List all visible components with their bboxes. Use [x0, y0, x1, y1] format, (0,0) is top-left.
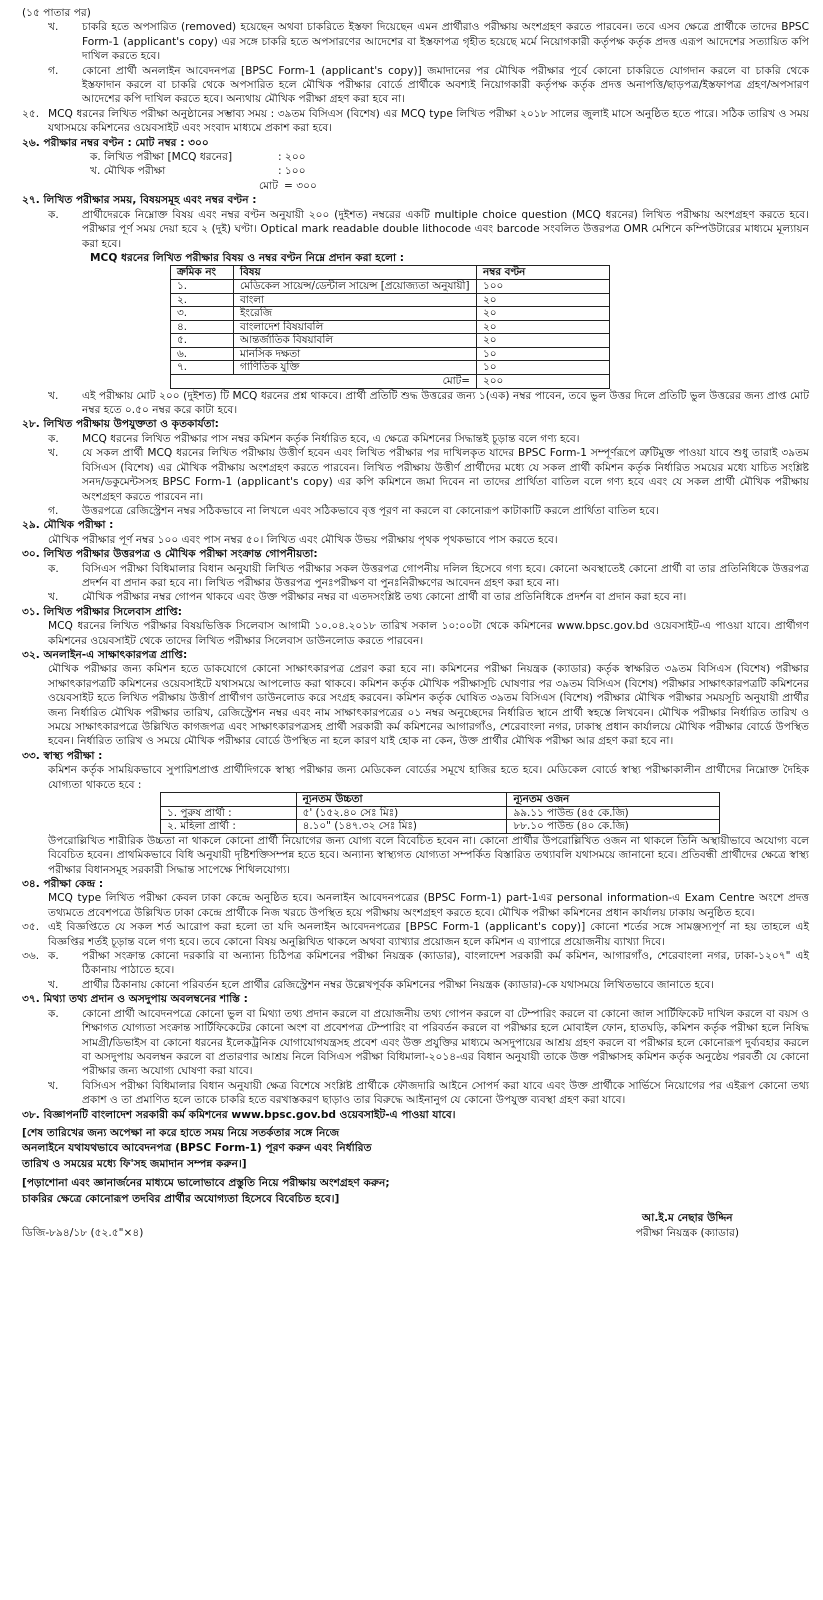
clause	[22, 1007, 809, 1079]
table-cell: আন্তর্জাতিক বিষয়াবলি	[234, 334, 477, 348]
signatory-name: আ.ই.ম নেছার উদ্দিন	[642, 1212, 733, 1225]
section-30-items	[22, 562, 809, 605]
table-row: ২. মহিলা প্রার্থী : ৪.১০" (১৪৭.৩২ সেঃ মিঃ) ৮৮.১০ পাউন্ড (৪০ কে.জি)	[161, 820, 720, 834]
clause-label: ক.	[48, 1007, 59, 1020]
section-33-text: কমিশন কর্তৃক সাময়িকভাবে সুপারিশপ্রাপ্ত প্রার্থীদিগকে স্বাস্থ্য পরীক্ষার জন্য মেডিকেল বোর্ডের সমূখে হাজির হতে হবে। মেডিকেল বোর্ডে স্বাস্থ্য পরীক্ষাকালীন প্রার্থীদের নিম্নোক্ত দৈহিক যোগ্যতা থাকতে হবে :	[48, 764, 809, 791]
table-row	[171, 307, 610, 321]
section-26-heading: ২৬. পরীক্ষার নম্বর বণ্টন : মোট নম্বর : ৩০০	[22, 136, 209, 149]
table-cell: ২.	[171, 293, 234, 307]
marks-row: ক. লিখিত পরীক্ষা [MCQ ধরনের] : ২০০	[90, 151, 306, 164]
signatory-title: পরীক্ষা নিয়ন্ত্রক (ক্যাডার)	[635, 1226, 739, 1239]
mcq-table-title: MCQ ধরনের লিখিত পরীক্ষার বিষয় ও নম্বর বণ্টন নিম্নে প্রদান করা হলো :	[90, 251, 405, 264]
table-cell: ২০	[477, 320, 610, 334]
table-row	[171, 279, 610, 293]
clause-text: চাকরি হতে অপসারিত (removed) হয়েছেন অথবা চাকরিতে ইস্তফা দিয়েছেন এমন প্রার্থীরাও পরীক্ষায় অংশগ্রহণ করতে পারবেন। তবে এসব ক্ষেত্রে প্রার্থীকে তাদের BPSC Form-1 (applicant's copy) এর সঙ্গে চাকরি হতে অপসারণের আদেশের বা ইস্তফাপত্র গৃহীত হয়েছে মর্মে নিয়োগকারী কর্তৃপক্ষ কর্তৃক প্রদত্ত এরূপ আদেশের সত্যায়িত কপি দাখিল করতে হবে।	[82, 21, 809, 63]
table-cell: মানসিক দক্ষতা	[234, 347, 477, 361]
section-25	[22, 107, 809, 136]
clause-label: খ.	[48, 447, 59, 460]
clause-text: যে সকল প্রার্থী MCQ ধরনের লিখিত পরীক্ষায় উত্তীর্ণ হবেন এবং লিখিত পরীক্ষার পর দাখিলকৃত যাদের BPSC Form-1 সম্পূর্ণরূপে ত্রুটিমুক্ত পাওয়া যাবে শুধু তারাই ৩৯তম বিসিএস (বিশেষ) এর মৌখিক পরীক্ষায় অংশগ্রহণ করতে পারবেন। লিখিত পরীক্ষায় উত্তীর্ণ প্রার্থীদের মধ্যে যে সকল প্রার্থী কমিশন কর্তৃক নির্ধারিত সময়ের মধ্যে যাচিত সংশ্লিষ্ট সনদ/ডকুমেন্টসসহ BPSC Form-1 (applicant's copy) এর কপি কমিশনে জমা দিবেন না তাদের প্রার্থিতা বাতিল বলে গণ্য হবে এবং যে সকল প্রার্থী মৌখিক পরীক্ষায় অংশগ্রহণ করতে পারবেন না।	[82, 447, 809, 503]
clause	[22, 446, 809, 504]
clause	[22, 562, 809, 591]
section-38: ৩৮. বিজ্ঞাপনটি বাংলাদেশ সরকারী কর্ম কমিশনের www.bpsc.gov.bd ওয়েবসাইট-এ পাওয়া যাবে।	[22, 1108, 456, 1121]
clause-text: MCQ ধরনের লিখিত পরীক্ষার পাস নম্বর কমিশন কর্তৃক নির্ধারিত হবে, এ ক্ষেত্রে কমিশনের সিদ্ধান্তই চূড়ান্ত বলে গণ্য হবে।	[82, 432, 580, 445]
clause	[22, 590, 809, 604]
clause-kha-27: খ. এই পরীক্ষায় মোট ২০০ (দুইশত) টি MCQ ধরনের প্রশ্ন থাকবে। প্রার্থী প্রতিটি শুদ্ধ উত্তরের জন্য ১(এক) নম্বর পাবেন, তবে ভুল উত্তর দিলে প্রতিটি ভুল উত্তরের জন্য প্রাপ্ত মোট নম্বর হতে ০.৫০ নম্বর করে কাটা হবে।	[48, 389, 809, 417]
section-32-heading: ৩২. অনলাইন-এ সাক্ষাৎকারপত্র প্রাপ্তি:	[22, 648, 188, 661]
table-cell: বাংলা	[234, 293, 477, 307]
table-cell: ৫.	[171, 334, 234, 348]
table-cell: মেডিকেল সায়েন্স/ডেন্টাল সায়েন্স [প্রয়োজ্যতা অনুযায়ী]	[234, 279, 477, 293]
section-34-text: MCQ type লিখিত পরীক্ষা কেবল ঢাকা কেন্দ্রে অনুষ্ঠিত হবে। অনলাইন আবেদনপত্রের (BPSC Form-1) part-1এর personal information-এ Exam Centre অংশে প্রদত্ত তথ্যমতে প্রবেশপত্রে উল্লিখিত ঢাকা কেন্দ্রে প্রার্থীকে নিজ খরচে উপস্থিত হয়ে পরীক্ষায় অংশগ্রহণ করতে হবে। মৌখিক পরীক্ষা কমিশনের প্রধান কার্যালয় ঢাকায় অনুষ্ঠিত হবে।	[48, 892, 809, 919]
signature-block	[22, 1211, 809, 1240]
table-row	[171, 361, 610, 375]
preparation-note: [পড়াশোনা এবং জ্ঞানার্জনের মাধ্যমে ভালোভাবে প্রস্তুতি নিয়ে পরীক্ষায় অংশগ্রহণ করুন; চাকরির ক্ষেত্রে কোনোরূপ তদবির প্রার্থীর অযোগ্যতা হিসেবে বিবেচিত হবে।]	[22, 1177, 390, 1205]
table-cell: ১০	[477, 347, 610, 361]
table-cell: ১০	[477, 361, 610, 375]
clause-label: ক.	[48, 432, 59, 445]
table-cell: ১.	[171, 279, 234, 293]
clause-text: উত্তরপত্রে রেজিস্ট্রেশন নম্বর সঠিকভাবে না লিখলে এবং সঠিকভাবে বৃত্ত পূরণ না করলে বা কোনোরূপ কাটাকাটি করলে প্রার্থিতা বাতিল হবে।	[82, 504, 660, 517]
clause	[22, 504, 809, 518]
section-text: MCQ ধরনের লিখিত পরীক্ষা অনুষ্ঠানের সম্ভাব্য সময় : ৩৯তম বিসিএস (বিশেষ) এর MCQ type লিখিত পরীক্ষা ২০১৮ সালের জুলাই মাসে অনুষ্ঠিত হতে পারে। সঠিক তারিখ ও সময় যথাসময়ে কমিশনের ওয়েবসাইট এবং সংবাদ মাধ্যমে প্রকাশ করা হবে।	[48, 107, 809, 135]
clause-label: ক.	[48, 562, 59, 575]
table-cell: ইংরেজি	[234, 307, 477, 321]
clause-text: কোনো প্রার্থী আবেদনপত্রে কোনো ভুল বা মিথ্যা তথ্য প্রদান করলে বা প্রয়োজনীয় তথ্য গোপন করলে বা টেম্পারিং করলে বা কোনো জাল সার্টিফিকেট দাখিল করলে বা বয়স ও শিক্ষাগত যোগ্যতা সংক্রান্ত সার্টিফিকেটের কোনো অংশ বা প্রবেশপত্র টেম্পারিং বা পরিবর্তন করলে বা পরীক্ষার হলে মোবাইল ফোন, হাতঘড়ি, কমিশন কর্তৃক পরীক্ষা হলে নিষিদ্ধ সামগ্রী/ডিভাইস বা কোনো ধরনের ইলেকট্রনিক যোগাযোগযন্ত্রসহ প্রবেশ এবং উক্ত প্রযুক্তির মাধ্যমে অসদুপায়ের আশ্রয় গ্রহণ করলে বা পরীক্ষার হলে কোনোরূপ দুর্ব্যবহার করলে বা অসদুপায় অবলম্বন করলে বা প্রতারণার আশ্রয় নিলে বিসিএস পরীক্ষা বিধিমালা-২০১৪-এর বিধান অনুযায়ী তাকে উক্ত পরীক্ষাসহ কমিশন কর্তৃক অনুষ্ঠেয় পরবর্তী যে কোনো পরীক্ষার জন্য অযোগ্য ঘোষণা করা যাবে।	[82, 1007, 809, 1078]
section-29-heading: ২৯. মৌখিক পরীক্ষা :	[22, 519, 114, 532]
section-36: ৩৬. ক. পরীক্ষা সংক্রান্ত কোনো দরকারি বা অন্যান্য চিঠিপত্র কমিশনের পরীক্ষা নিয়ন্ত্রক (ক্যাডার), বাংলাদেশ সরকারী কর্ম কমিশন, আগারগাঁও, শেরেবাংলা নগর, ঢাকা-১২০৭" এই ঠিকানায় পাঠাতে হবে। খ. প্রার্থীর ঠিকানায় কোনো পরিবর্তন হলে প্রার্থীর রেজিস্ট্রেশন নম্বর উল্লেখপূর্বক কমিশনের পরীক্ষা নিয়ন্ত্রক (ক্যাডার)-কে যথাসময়ে লিখিতভাবে জানাতে হবে।	[22, 950, 809, 991]
section-27-heading: ২৭. লিখিত পরীক্ষার সময়, বিষয়সমূহ এবং নম্বর বণ্টন :	[22, 194, 257, 207]
section-28-items	[22, 432, 809, 518]
clause-text: কোনো প্রার্থী অনলাইন আবেদনপত্র [BPSC Form-1 (applicant's copy)] জমাদানের পর মৌখিক পরীক্ষার পূর্বে কোনো চাকরিতে যোগদান করলে বা চাকরি থেকে ইস্তফাদান করলে বা চাকরি থেকে অপসারিত হলে মৌখিক পরীক্ষার বোর্ডে প্রার্থীকে অবশ্যই নিয়োগকারী কর্তৃপক্ষ কর্তৃক প্রদত্ত অনাপত্তি/ছাড়পত্র/ইস্তফাপত্র গ্রহণ/অপসারণ আদেশের কপি দাখিল করতে হবে। অন্যথায় মৌখিক পরীক্ষা গ্রহণ করা হবে না।	[82, 64, 809, 106]
clause-ga	[22, 64, 809, 107]
table-row	[171, 334, 610, 348]
notice-code: ডিজি-৮৯৪/১৮ (৫২.৫"×৪)	[22, 1226, 144, 1239]
section-29-text: মৌখিক পরীক্ষার পূর্ণ নম্বর ১০০ এবং পাস নম্বর ৫০। লিখিত এবং মৌখিক উভয় পরীক্ষায় পৃথক পৃথকভাবে পাস করতে হবে।	[48, 533, 558, 546]
clause-label: খ.	[48, 591, 59, 604]
table-row: ১. পুরুষ প্রার্থী : ৫' (১৫২.৪০ সেঃ মিঃ) ৯৯.১১ পাউন্ড (৪৫ কে.জি)	[161, 806, 720, 820]
section-33-after: উপরোল্লিখিত শারীরিক উচ্চতা না থাকলে কোনো প্রার্থী নিয়োগের জন্য যোগ্য বলে বিবেচিত হবেন না। কোনো প্রার্থীর উপরোল্লিখিত ওজন না থাকলে তিনি অস্থায়ীভাবে অযোগ্য বলে বিবেচিত হবেন। প্রাথমিকভাবে বিধি অনুযায়ী দৃষ্টিশক্তিসম্পন্ন হতে হবে। অন্যান্য স্বাস্থ্যগত যোগ্যতা সম্পর্কিত বিস্তারিত তথ্যাবলি যথাসময়ে জানানো হবে। প্রতিবন্ধী প্রার্থীদের ক্ষেত্রে স্বাস্থ্য পরীক্ষার বিধানসমূহ সরকারী সিদ্ধান্ত সাপেক্ষে শিথিলযোগ্য।	[48, 834, 809, 876]
section-31-heading: ৩১. লিখিত পরীক্ষার সিলেবাস প্রাপ্তি:	[22, 605, 183, 618]
table-total-row: মোট= ২০০	[171, 375, 610, 389]
table-cell: বাংলাদেশ বিষয়াবলি	[234, 320, 477, 334]
section-35: ৩৫. এই বিজ্ঞপ্তিতে যে সকল শর্ত আরোপ করা হলো তা যদি অনলাইন আবেদনপত্রের [BPSC Form-1 (applicant's copy)] কোনো শর্তের সঙ্গে সামঞ্জস্যপূর্ণ না হয় তাহলে এই বিজ্ঞপ্তির শর্তই চূড়ান্ত বলে গণ্য হবে। তবে কোনো বিষয় অনুল্লিখিত থাকলে অথবা ব্যাখ্যার প্রয়োজন হলে কমিশন এ ব্যাপারে প্রয়োজনীয় ব্যাখ্যা দিবে।	[22, 921, 809, 948]
clause-label: গ.	[48, 64, 59, 77]
table-cell: ৩.	[171, 307, 234, 321]
marks-row: খ. মৌখিক পরীক্ষা : ১০০	[90, 165, 306, 178]
table-row	[171, 320, 610, 334]
marks-total: মোট = ৩০০	[258, 179, 317, 192]
table-header: ন্যূনতম উচ্চতা ন্যূনতম ওজন	[161, 793, 720, 807]
section-37-heading: ৩৭. মিথ্যা তথ্য প্রদান ও অসদুপায় অবলম্বনের শাস্তি :	[22, 993, 248, 1006]
section-28-heading: ২৮. লিখিত পরীক্ষায় উপযুক্ততা ও কৃতকার্যতা:	[22, 418, 219, 431]
section-31-text: MCQ ধরনের লিখিত পরীক্ষার বিষয়ভিত্তিক সিলেবাস আগামী ১০.০৪.২০১৮ তারিখ সকাল ১০:০০টা থেকে কমিশনের www.bpsc.gov.bd ওয়েবসাইট-এ পাওয়া যাবে। প্রার্থীগণ কমিশনের ওয়েবসাইট থেকে তাদের লিখিত পরীক্ষার সিলেবাস ডাউনলোড করতে পারবেন।	[48, 620, 809, 647]
clause	[22, 432, 809, 446]
table-cell: ৭.	[171, 361, 234, 375]
clause	[22, 1079, 809, 1108]
section-number: ২৫.	[22, 107, 40, 120]
table-cell: ১০০	[477, 279, 610, 293]
table-row	[171, 293, 610, 307]
marks-distribution	[90, 150, 809, 193]
section-33-heading: ৩৩. স্বাস্থ্য পরীক্ষা :	[22, 749, 103, 762]
clause-ka: ক. প্রার্থীদেরকে নিম্নোক্ত বিষয় এবং নম্বর বণ্টন অনুযায়ী ২০০ (দুইশত) নম্বরের একটি multiple choice question (MCQ ধরনের) লিখিত পরীক্ষায় অংশগ্রহণ করতে হবে। পরীক্ষার পূর্ণ সময় দেয়া হবে ২ (দুই) ঘণ্টা। Optical mark readable double lithocode এবং barcode সংবলিত উত্তরপত্র OMR মেশিনে কম্পিউটারের মাধ্যমে মূল্যায়ন করা হবে।	[48, 208, 809, 250]
section-37-items	[22, 1007, 809, 1108]
page-header: (১৫ পাতার পর)	[22, 7, 91, 19]
clause-label: খ.	[48, 1079, 59, 1092]
section-30-heading: ৩০. লিখিত পরীক্ষার উত্তরপত্র ও মৌখিক পরীক্ষা সংক্রান্ত গোপনীয়তা:	[22, 548, 318, 561]
clause-text: মৌখিক পরীক্ষার নম্বর গোপন থাকবে এবং উক্ত পরীক্ষার নম্বর বা এতদসংশ্লিষ্ট তথ্য কোনো প্রার্থী বা তার প্রতিনিধিকে প্রদর্শন বা প্রদান করা হবে না।	[82, 591, 687, 604]
clause-label: গ.	[48, 504, 59, 517]
clause-text: বিসিএস পরীক্ষা বিধিমালার বিধান অনুযায়ী ক্ষেত্র বিশেষে সংশ্লিষ্ট প্রার্থীকে ফৌজদারি আইনে সোপর্দ করা যাবে এবং উক্ত প্রার্থীকে সার্ভিসে নিয়োগের পর এইরূপ কোনো তথ্য প্রকাশ ও তা প্রমাণিত হলে তাকে চাকরি হতে বরখাস্তকরণ ছাড়াও তার বিরুদ্ধে আইনানুগ যে কোনো উপযুক্ত ব্যবস্থা গ্রহণ করা যাবে।	[82, 1079, 809, 1107]
section-34-heading: ৩৪. পরীক্ষা কেন্দ্র :	[22, 878, 104, 891]
health-requirements-table	[160, 792, 720, 834]
table-row	[171, 347, 610, 361]
table-cell: গাণিতিক যুক্তি	[234, 361, 477, 375]
clause-label: খ.	[48, 21, 59, 34]
mcq-subject-table	[170, 265, 610, 388]
table-cell: ৪.	[171, 320, 234, 334]
clause-text: বিসিএস পরীক্ষা বিধিমালার বিধান অনুযায়ী লিখিত পরীক্ষার সকল উত্তরপত্র গোপনীয় দলিল হিসেবে গণ্য হবে। কোনো অবস্থাতেই কোনো প্রার্থী বা তার প্রতিনিধিকে উত্তরপত্র প্রদর্শন বা প্রদান করা হবে না। লিখিত পরীক্ষার উত্তরপত্র পুনঃপরীক্ষণ বা পুনঃনিরীক্ষণের আবেদন গ্রহণ করা হবে না।	[82, 562, 809, 589]
table-cell: ২০	[477, 334, 610, 348]
section-32-text: মৌখিক পরীক্ষার জন্য কমিশন হতে ডাকযোগে কোনো সাক্ষাৎকারপত্র প্রেরণ করা হবে না। কমিশনের পরীক্ষা নিয়ন্ত্রক (ক্যাডার) কর্তৃক স্বাক্ষরিত ৩৯তম বিসিএস (বিশেষ) পরীক্ষার সাক্ষাৎকারপত্রটি কমিশনের ওয়েবসাইটে যথাসময়ে আপলোড করা থাকবে। কমিশন কর্তৃক মৌখিক পরীক্ষাসূচি ঘোষণার পর ৩৯তম বিসিএস (বিশেষ) পরীক্ষার সাক্ষাৎকারপত্রটি কমিশনের ওয়েবসাইট হতে লিখিত পরীক্ষায় উত্তীর্ণ প্রার্থীগণ ডাউনলোড করে সংগ্রহ করবেন। কমিশন কর্তৃক ঘোষিত ৩৯তম বিসিএস (বিশেষ) পরীক্ষার মৌখিক পরীক্ষার সময়সূচি অনুযায়ী প্রার্থীর জন্য নির্ধারিত মৌখিক পরীক্ষার তারিখ, রেজিস্ট্রেশন নম্বর এবং নাম সাক্ষাৎকারপত্রের ০১ নম্বর অনুচ্ছেদের নির্ধারিত স্থানে প্রার্থী স্বহস্তে লিখবেন। মৌখিক পরীক্ষার নির্ধারিত তারিখ ও সময়ে সাক্ষাৎকারপত্রে উল্লিখিত কাগজপত্র এবং সাক্ষাৎকারপত্রসহ প্রার্থী সরকারী কর্ম কমিশনের আগারগাঁও, শেরেবাংলা নগর, ঢাকাস্থ প্রধান কার্যালয়ে মৌখিক পরীক্ষার বোর্ডে উপস্থিত হবেন। নির্ধারিত তারিখ ও সময়ে মৌখিক পরীক্ষার বোর্ডে উপস্থিত না হলে কারণ যাই হোক না কেন, উক্ত প্রার্থীর মৌখিক পরীক্ষা আর গ্রহণ করা হবে না।	[48, 663, 809, 748]
table-header: ক্রমিক নং বিষয় নম্বর বণ্টন	[171, 266, 610, 280]
table-cell: ২০	[477, 293, 610, 307]
clause-kha	[22, 20, 809, 63]
table-cell: ২০	[477, 307, 610, 321]
table-cell: ৬.	[171, 347, 234, 361]
deadline-note: [শেষ তারিখের জন্য অপেক্ষা না করে হাতে সময় নিয়ে সতর্কতার সঙ্গে নিজে অনলাইনে যথাযথভাবে আবেদনপত্র (BPSC Form-1) পূরণ করুন এবং নির্ধারিত তারিখ ও সময়ের মধ্যে ফি'সহ জমাদান সম্পন্ন করুন।]	[22, 1126, 372, 1170]
